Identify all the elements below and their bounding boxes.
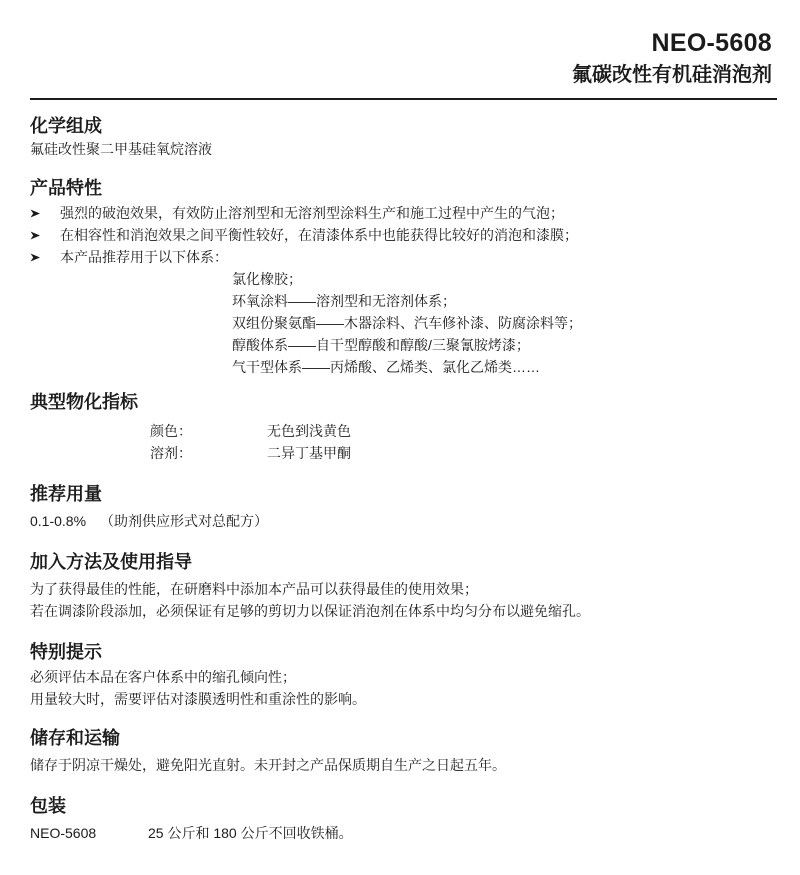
system-item: 环氧涂料——溶剂型和无溶剂体系； [232,293,456,309]
property-value: 无色到浅黄色 [267,423,351,439]
dosage-line [30,510,775,532]
property-label: 颜色： [150,423,192,439]
section-title-recommended-dosage: 推荐用量 [30,484,102,504]
product-code-title: NEO-5608 [651,29,772,57]
section-title-typical-properties: 典型物化指标 [30,392,138,412]
arrow-bullet-icon [30,246,60,268]
dosage-note: （助剂供应形式对总配方） [100,513,269,529]
chemical-composition-body: 氟硅改性聚二甲基硅氧烷溶液 [30,141,212,157]
section-title-storage-transport: 储存和运输 [30,728,120,748]
usage-guide-paragraph [30,578,775,622]
doc-header [30,30,772,87]
packaging-row [30,822,775,844]
system-item: 气干型体系——丙烯酸、乙烯类、氯化乙烯类…… [232,359,540,375]
feature-item [30,224,775,246]
recommended-systems-list [232,268,775,378]
product-name-subtitle: 氟碳改性有机硅消泡剂 [572,64,772,86]
header-rule [30,98,777,100]
usage-guide-line: 为了获得最佳的性能，在研磨料中添加本产品可以获得最佳的使用效果； [30,581,478,597]
dosage-value: 0.1-0.8% [30,513,87,529]
doc-content [30,116,775,844]
feature-text: 本产品推荐用于以下体系： [60,249,228,265]
packaging-product-code: NEO-5608 [30,825,97,841]
packaging-description: 25 公斤和 180 公斤不回收铁桶。 [148,825,353,841]
feature-text: 强烈的破泡效果，有效防止溶剂型和无溶剂型涂料生产和施工过程中产生的气泡； [60,205,564,221]
section-title-packaging: 包装 [30,796,66,816]
usage-guide-line: 若在调漆阶段添加，必须保证有足够的剪切力以保证消泡剂在体系中均匀分布以避免缩孔。 [30,603,590,619]
feature-item [30,202,775,224]
property-label: 溶剂： [150,445,192,461]
special-note-line: 必须评估本品在客户体系中的缩孔倾向性； [30,669,296,685]
arrow-bullet-icon [30,202,60,224]
property-row [30,442,775,464]
property-row [30,420,775,442]
properties-table [30,420,775,464]
special-note-line: 用量较大时，需要评估对漆膜透明性和重涂性的影响。 [30,691,366,707]
property-value: 二异丁基甲酮 [267,445,351,461]
section-title-special-notes: 特别提示 [30,642,102,662]
product-features-list [30,202,775,268]
section-title-product-features: 产品特性 [30,178,102,198]
arrow-bullet-icon [30,224,60,246]
section-title-usage-guide: 加入方法及使用指导 [30,552,192,572]
system-item: 双组份聚氨酯——木器涂料、汽车修补漆、防腐涂料等； [232,315,582,331]
feature-item [30,246,775,268]
storage-transport-body: 储存于阴凉干燥处，避免阳光直射。未开封之产品保质期自生产之日起五年。 [30,757,506,773]
system-item: 氯化橡胶； [232,271,302,287]
section-title-chemical-composition: 化学组成 [30,116,102,136]
feature-text: 在相容性和消泡效果之间平衡性较好，在清漆体系中也能获得比较好的消泡和漆膜； [60,227,578,243]
special-notes-paragraph [30,666,775,710]
system-item: 醇酸体系——自干型醇酸和醇酸/三聚氰胺烤漆； [232,337,530,353]
